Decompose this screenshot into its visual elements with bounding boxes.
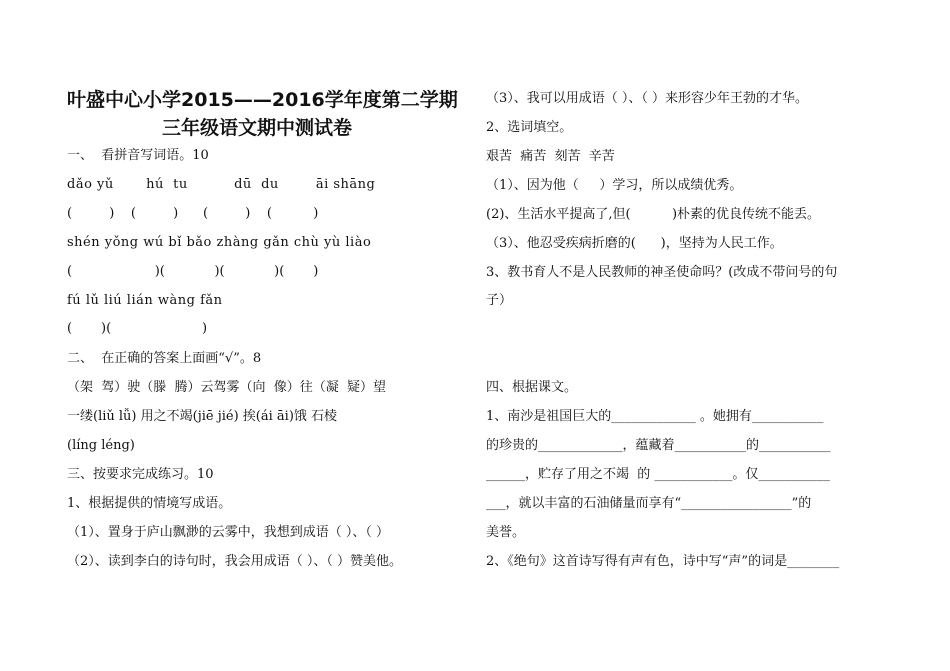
q3-1-item-1: （1）、置身于庐山飘渺的云雾中，我想到成语（ ）、（ ）: [67, 525, 390, 540]
q4-1-line-1: 1、南沙是祖国巨大的_____________ 。她拥有___________: [486, 409, 824, 424]
choice-line-3: (líng léng): [67, 438, 135, 453]
q3-3-question: 3、教书育人不是人民教师的神圣使命吗？(改成不带问号的句: [486, 265, 838, 280]
q4-1-line-2: 的珍贵的_____________，蕴藏着___________的___________: [486, 438, 831, 453]
q4-1-line-4: ___，就以丰富的石油储量而享有“_________________”的: [486, 496, 812, 511]
q3-2-instruction: 2、选词填空。: [486, 120, 573, 135]
q3-2-item-1: （1）、因为他（ ）学习，所以成绩优秀。: [486, 178, 743, 193]
section4-heading: 四、根据课文。: [486, 380, 578, 395]
answer-brackets-row-1: ( ) ( ) ( ) ( ): [67, 206, 319, 221]
pinyin-row-2: shén yǒng wú bǐ bǎo zhàng gǎn chù yù liào: [67, 235, 372, 250]
choice-line-2: 一缕(liǔ lǚ) 用之不竭(jiē jié) 挨(ái āi)饿 石棱: [67, 409, 338, 424]
q4-2-line-1: 2、《绝句》这首诗写得有声有色，诗中写“声”的词是________: [486, 554, 840, 569]
answer-brackets-row-2: ( )( )( )( ): [67, 264, 319, 279]
section3-heading: 三、按要求完成练习。10: [67, 467, 214, 482]
pinyin-row-3: fú lǔ liú lián wàng fǎn: [67, 293, 223, 308]
q3-1-item-3: （3）、我可以用成语（ ）、（ ）来形容少年王勃的才华。: [486, 91, 809, 106]
q3-1-item-2: （2）、读到李白的诗句时，我会用成语（ ）、（ ）赞美他。: [67, 554, 403, 569]
q3-2-item-3: （3）、他忍受疾病折磨的( )，坚持为人民工作。: [486, 236, 783, 251]
q3-2-item-2: (2)、生活水平提高了,但( )朴素的优良传统不能丢。: [486, 207, 821, 222]
pinyin-row-1: dǎo yǔ hú tu dū du āi shāng: [67, 177, 376, 192]
section1-heading: 一、 看拼音写词语。10: [67, 148, 209, 163]
q3-3-question-cont: 子）: [486, 293, 513, 308]
exam-title-line1: 叶盛中心小学2015——2016学年度第二学期: [67, 89, 458, 111]
answer-brackets-row-3: ( )( ): [67, 321, 208, 336]
word-choices: 艰苦 痛苦 刻苦 辛苦: [486, 149, 615, 164]
exam-title-line2: 三年级语文期中测试卷: [162, 117, 353, 139]
choice-line-1: （架 驾）驶（滕 腾）云驾雾（向 像）往（凝 疑）望: [67, 380, 387, 395]
section2-heading: 二、 在正确的答案上面画“√”。8: [67, 351, 262, 366]
q4-1-line-5: 美誉。: [486, 525, 526, 540]
q3-1-instruction: 1、根据提供的情境写成语。: [67, 496, 232, 511]
q4-1-line-3: ______，贮存了用之不竭 的 ____________。仅___________: [486, 467, 830, 482]
